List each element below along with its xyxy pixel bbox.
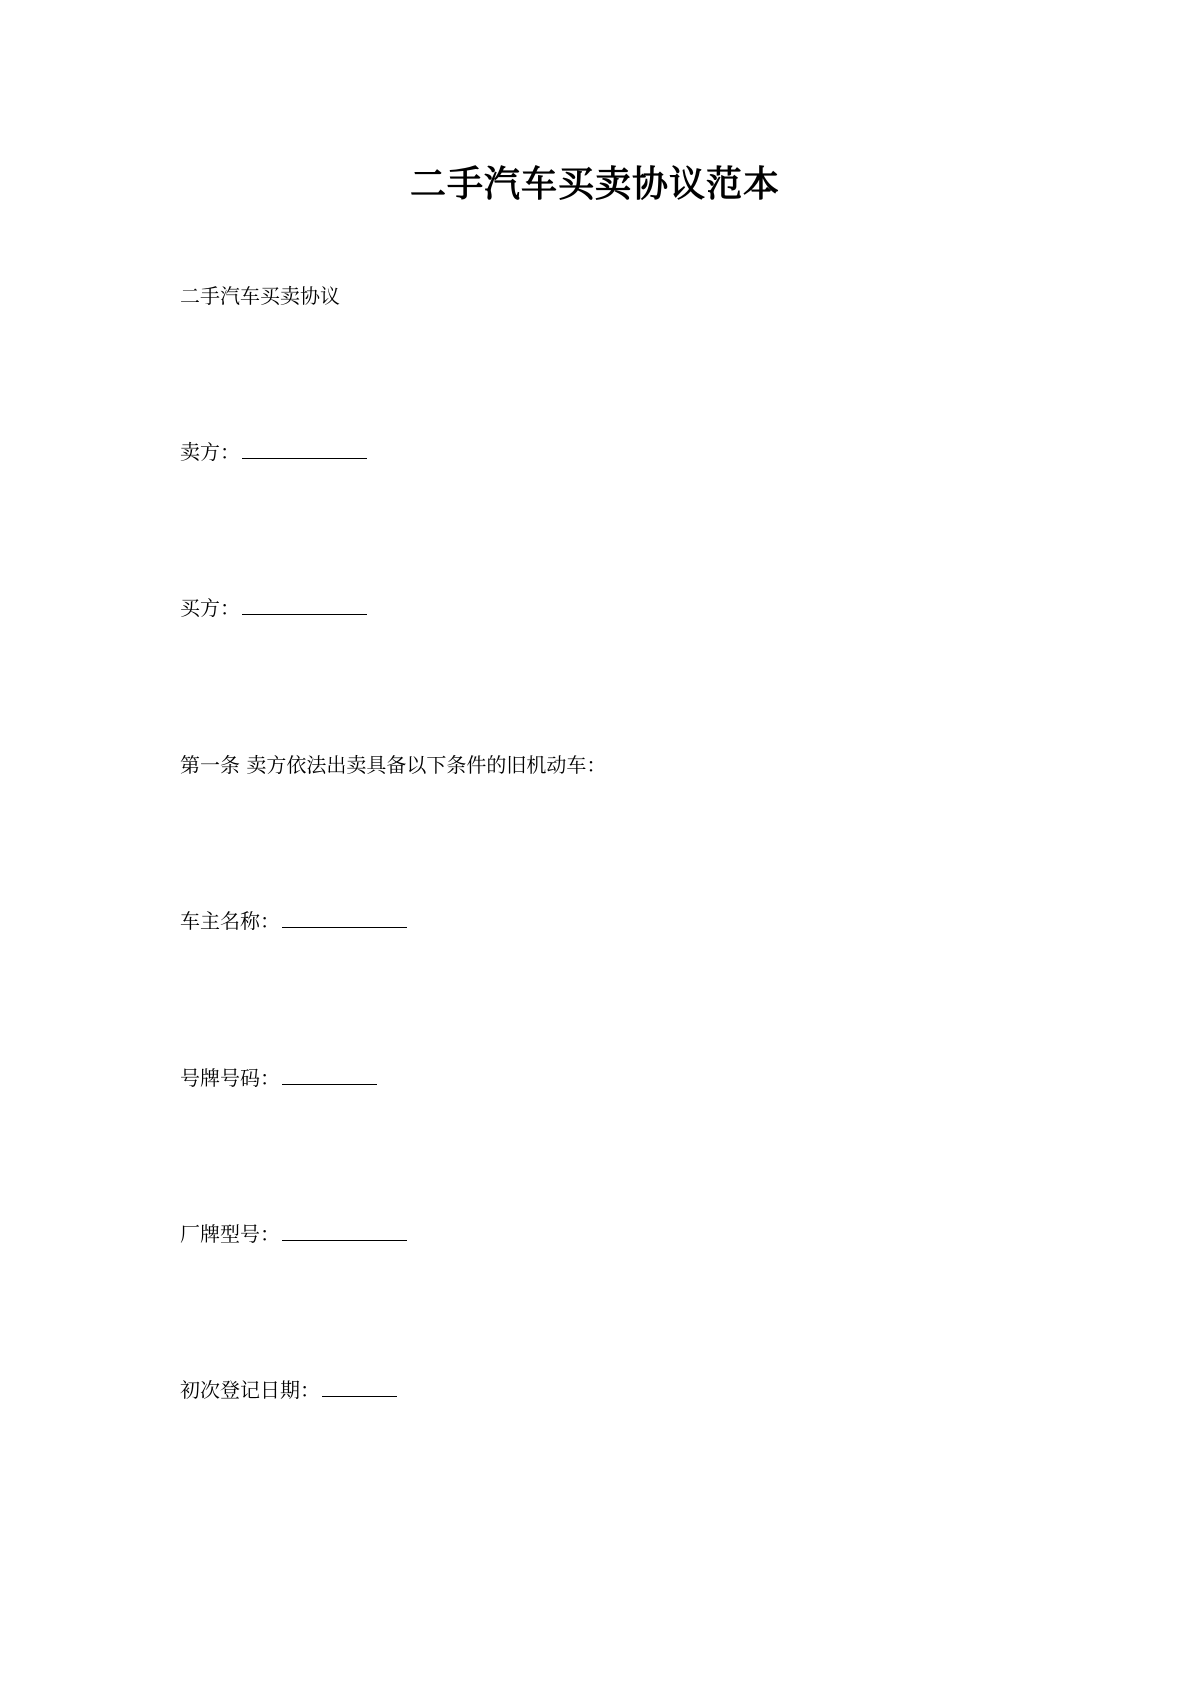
first-registration-field [180,1376,397,1404]
buyer-field [180,594,367,622]
plate-number-blank-line [282,1066,377,1085]
seller-label: 卖方： [180,440,240,464]
brand-model-blank-line [282,1222,407,1241]
owner-name-label: 车主名称： [180,909,280,933]
clause-1: 第一条 卖方依法出卖具备以下条件的旧机动车： [180,753,607,777]
seller-blank-line [242,440,367,459]
plate-number-label: 号牌号码： [180,1066,280,1090]
seller-field [180,438,367,466]
brand-model-field [180,1220,407,1248]
first-registration-blank-line [322,1378,397,1397]
owner-name-blank-line [282,909,407,928]
document-title: 二手汽车买卖协议范本 [409,163,780,205]
buyer-label: 买方： [180,596,240,620]
owner-name-field [180,907,407,935]
first-registration-label: 初次登记日期： [180,1378,320,1402]
brand-model-label: 厂牌型号： [180,1222,280,1246]
plate-number-field [180,1064,377,1092]
buyer-blank-line [242,596,367,615]
document-subtitle: 二手汽车买卖协议 [180,284,340,308]
